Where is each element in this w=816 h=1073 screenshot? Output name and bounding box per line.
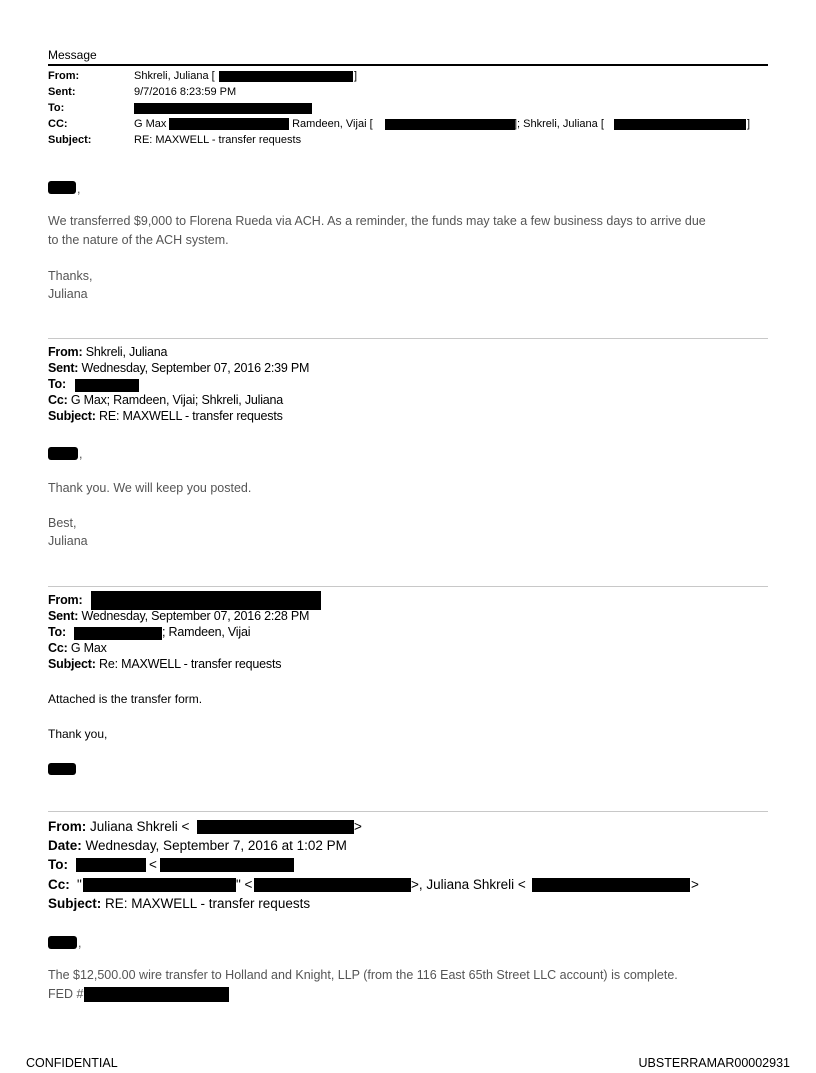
message-title: Message (48, 48, 97, 62)
divider (48, 586, 768, 587)
subject-label: Subject: (48, 896, 102, 911)
cc-line (48, 393, 283, 407)
to-label: To: (48, 857, 68, 872)
to-label: To: (48, 377, 66, 391)
from-line (48, 593, 82, 607)
sent-value: Wednesday, September 07, 2016 2:39 PM (78, 361, 310, 375)
cc-value: G Max; Ramdeen, Vijai; Shkreli, Juliana (67, 393, 284, 407)
redaction (75, 379, 139, 392)
redaction (74, 627, 162, 640)
redaction (84, 987, 229, 1002)
cc-line (48, 641, 107, 655)
subject-value: RE: MAXWELL - transfer requests (101, 896, 311, 911)
redaction (134, 103, 312, 114)
redaction (48, 763, 76, 775)
sent-line (48, 609, 309, 623)
footer-confidential: CONFIDENTIAL (26, 1056, 118, 1070)
sent-value: 9/7/2016 8:23:59 PM (134, 86, 237, 98)
divider (48, 811, 768, 812)
signoff: Thanks, (48, 269, 93, 283)
redaction (91, 591, 321, 610)
greeting-comma: , (79, 447, 83, 461)
signoff: Best, (48, 516, 77, 530)
cc-quote: " (77, 877, 82, 892)
redaction (254, 878, 411, 892)
cc-ramdeen: ; Ramdeen, Vijai [ (286, 118, 373, 130)
from-value: Shkreli, Juliana [ (134, 70, 215, 82)
to-line (48, 625, 66, 639)
subject-value: Re: MAXWELL - transfer requests (95, 657, 282, 671)
redaction (169, 118, 289, 130)
to-label: To: (48, 102, 65, 114)
body-line: We transferred $9,000 to Florena Rueda via ACH. As a reminder, the funds may take a few business days to arrive due (48, 214, 706, 228)
from-line (48, 345, 167, 359)
redaction (48, 181, 76, 194)
cc-label: Cc: (48, 393, 68, 407)
subject-value: RE: MAXWELL - transfer requests (95, 409, 283, 423)
cc-label: Cc: (48, 641, 68, 655)
to-value: ; Ramdeen, Vijai (162, 625, 251, 639)
from-value: Juliana Shkreli < (86, 819, 190, 834)
from-close: ] (354, 70, 358, 82)
from-label: From: (48, 819, 87, 834)
subject-value: RE: MAXWELL - transfer requests (134, 134, 302, 146)
subject-line (48, 896, 310, 911)
cc-mid: >, Juliana Shkreli < (411, 877, 526, 892)
greeting-comma: , (78, 936, 82, 950)
sent-label: Sent: (48, 86, 76, 98)
to-lt: < (149, 857, 157, 872)
date-label: Date: (48, 838, 82, 853)
subject-label: Subject: (48, 409, 96, 423)
redaction (219, 71, 353, 82)
sent-label: Sent: (48, 609, 79, 623)
cc-quote-lt: " < (236, 877, 253, 892)
from-label: From: (48, 345, 83, 359)
to-line (48, 857, 68, 872)
to-label: To: (48, 625, 66, 639)
fed-label: FED # (48, 987, 84, 1001)
date-value: Wednesday, September 7, 2016 at 1:02 PM (81, 838, 347, 853)
signoff: Thank you, (48, 727, 108, 741)
date-line (48, 838, 347, 853)
header-rule (48, 64, 768, 66)
to-line (48, 377, 66, 391)
greeting-comma: , (77, 182, 81, 196)
from-close: > (354, 819, 362, 834)
from-label: From: (48, 593, 83, 607)
redaction (48, 936, 77, 949)
signature: Juliana (48, 534, 88, 548)
from-line (48, 819, 189, 834)
body-line: The $12,500.00 wire transfer to Holland and Knight, LLP (from the 116 East 65th Street LLC account) is complete. (48, 968, 678, 982)
cc-close: ] (747, 118, 751, 130)
subject-line (48, 409, 283, 423)
subject-line (48, 657, 281, 671)
subject-label: Subject: (48, 134, 92, 146)
cc-shkreli: ]; Shkreli, Juliana [ (514, 118, 604, 130)
redaction (48, 447, 78, 460)
redaction (160, 858, 294, 872)
redaction (385, 119, 515, 130)
body-line: Thank you. We will keep you posted. (48, 481, 252, 495)
sent-line (48, 361, 309, 375)
redaction (197, 820, 354, 834)
signature: Juliana (48, 287, 88, 301)
cc-gmax: G Max (134, 118, 167, 130)
body-line: Attached is the transfer form. (48, 692, 203, 706)
redaction (614, 119, 746, 130)
cc-line (48, 877, 70, 892)
from-label: From: (48, 70, 80, 82)
body-line: to the nature of the ACH system. (48, 233, 229, 247)
subject-label: Subject: (48, 657, 96, 671)
cc-label: Cc: (48, 877, 70, 892)
sent-value: Wednesday, September 07, 2016 2:28 PM (78, 609, 310, 623)
redaction (532, 878, 690, 892)
cc-value: G Max (67, 641, 107, 655)
divider (48, 338, 768, 339)
cc-label: CC: (48, 118, 68, 130)
redaction (83, 878, 236, 892)
redaction (76, 858, 146, 872)
footer-bates-number: UBSTERRAMAR00002931 (638, 1056, 790, 1070)
cc-close: > (691, 877, 699, 892)
sent-label: Sent: (48, 361, 79, 375)
from-value: Shkreli, Juliana (82, 345, 168, 359)
